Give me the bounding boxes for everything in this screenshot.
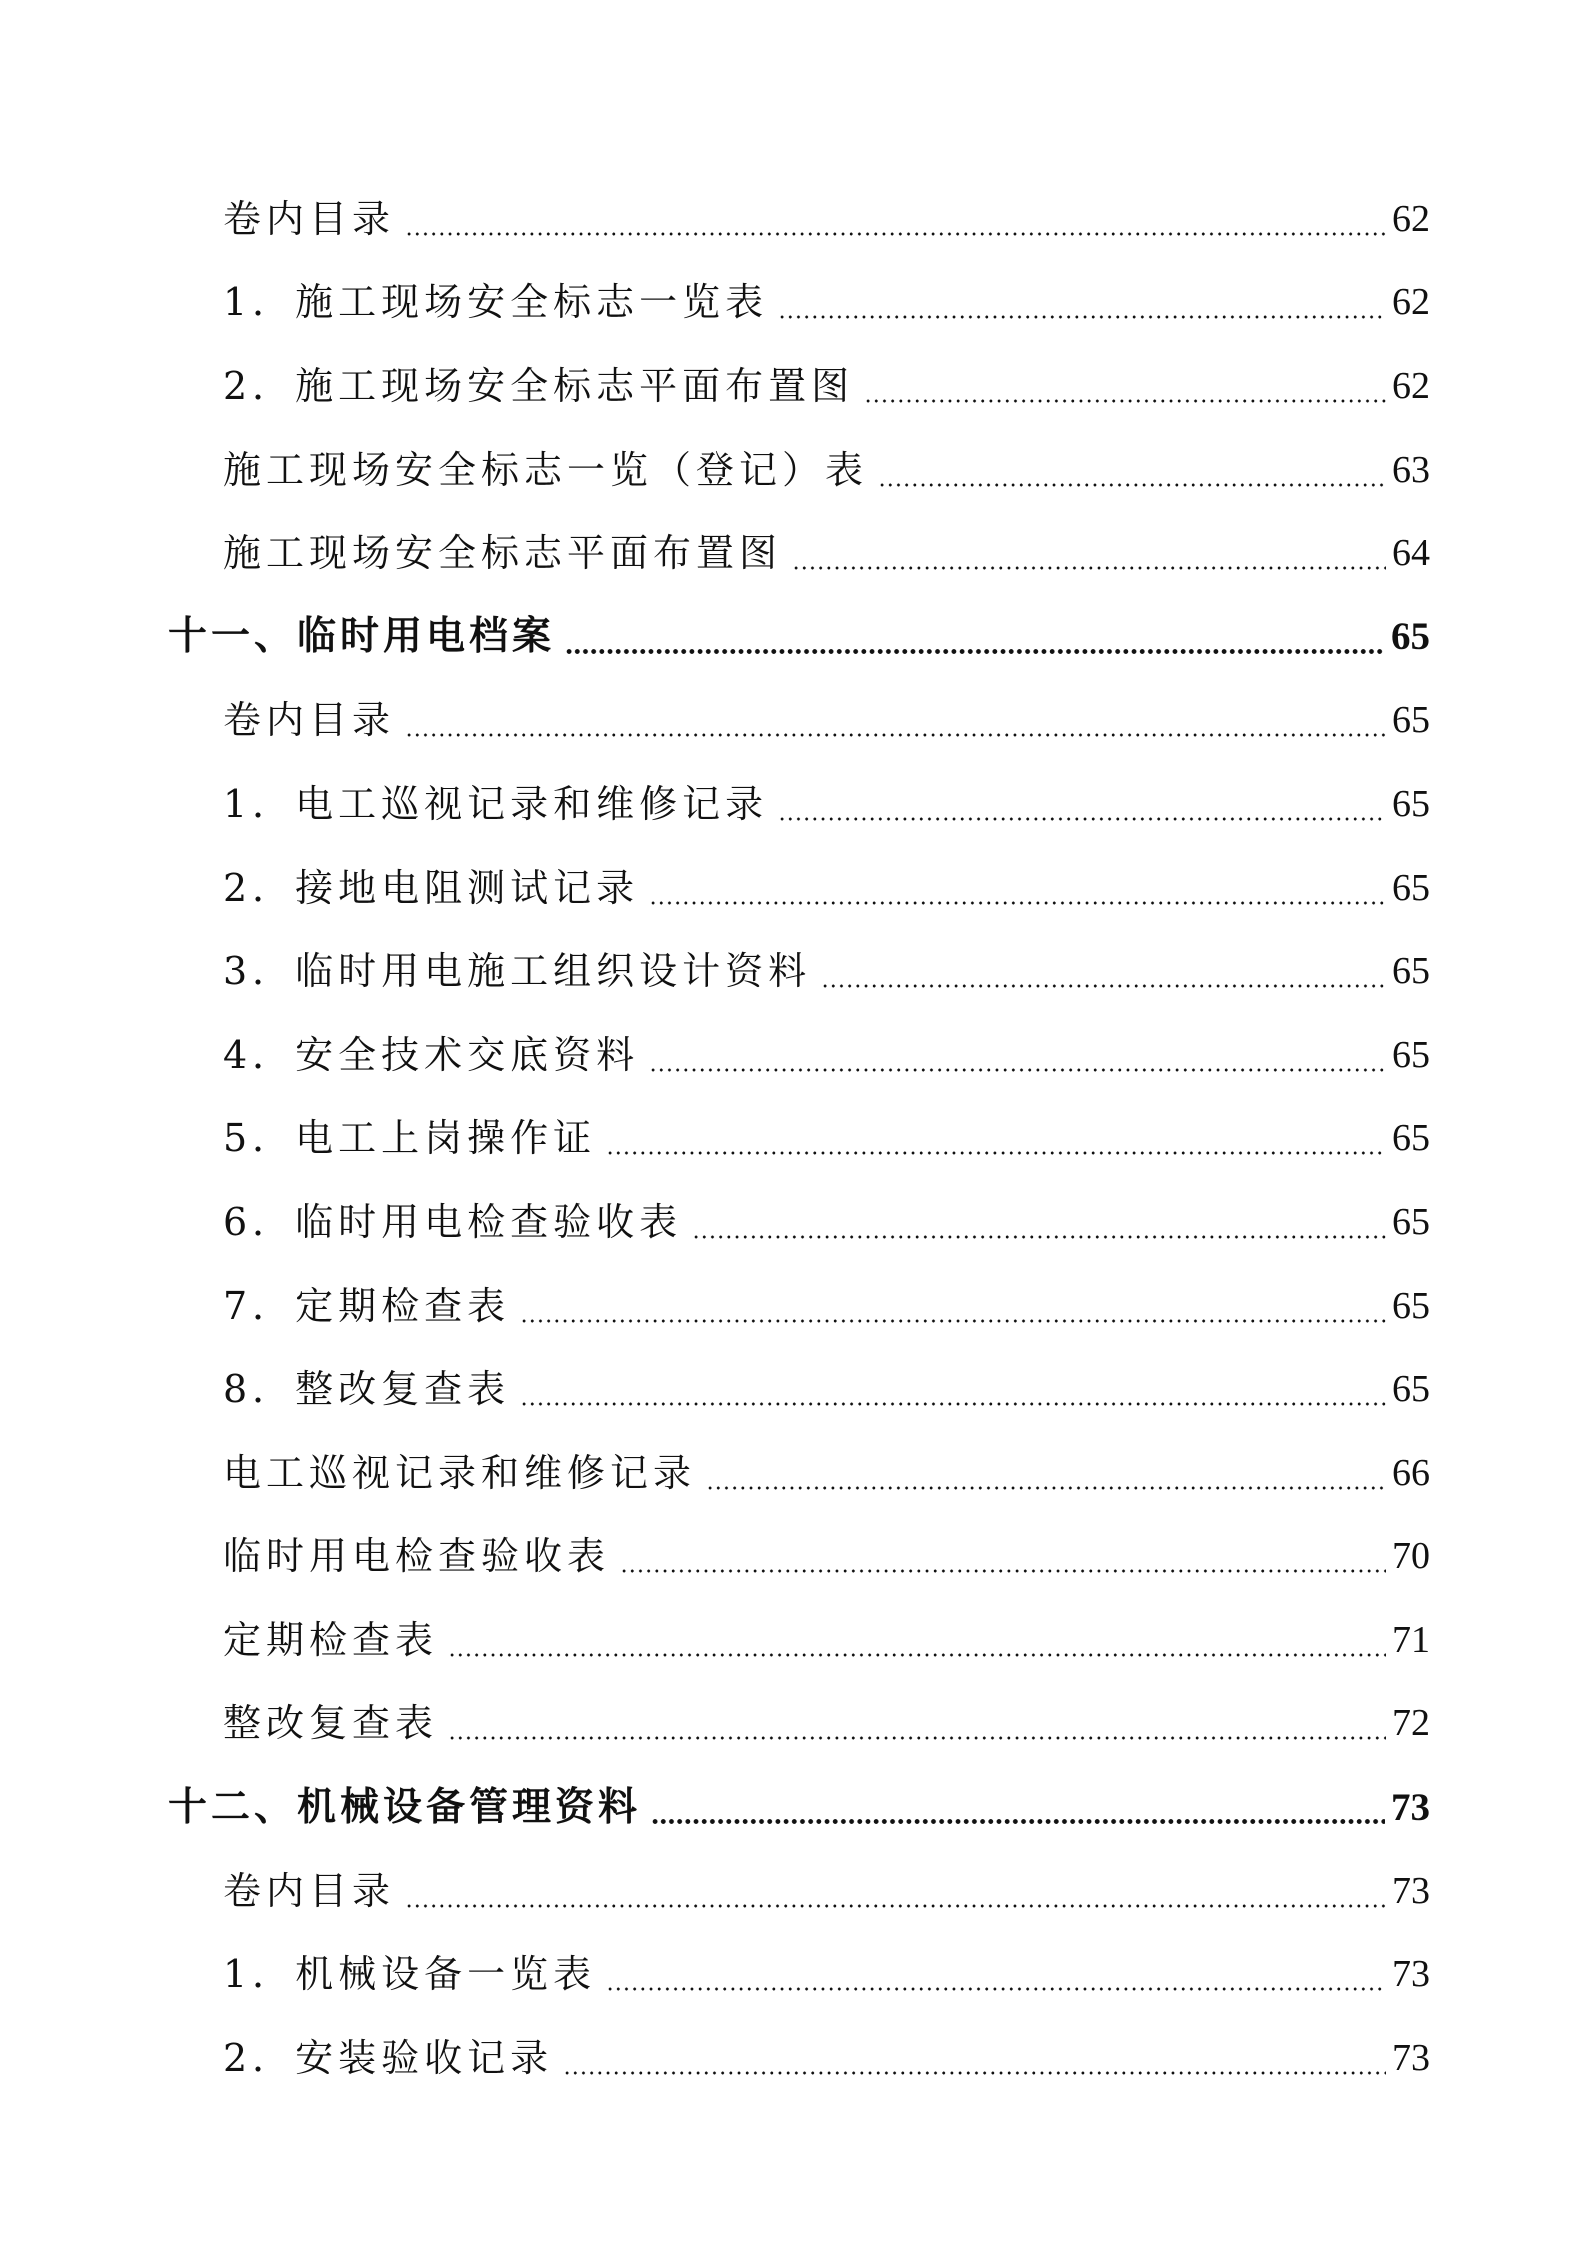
toc-dot-leader (792, 534, 1386, 572)
toc-section-page: 65 (1391, 615, 1430, 659)
toc-entry (0, 929, 1586, 1013)
toc-entry-page: 65 (1392, 782, 1430, 825)
toc-entry-title: 1．施工现场安全标志一览表 (223, 280, 769, 325)
toc-entry-title: 1．电工巡视记录和维修记录 (223, 781, 769, 826)
toc-entry-title: 电工巡视记录和维修记录 (223, 1450, 697, 1495)
toc-dot-leader (821, 952, 1386, 990)
toc-entry-title: 6．临时用电检查验收表 (223, 1199, 683, 1244)
toc-entry-title: 卷内目录 (223, 196, 396, 241)
toc-entry-page: 66 (1392, 1451, 1430, 1494)
toc-entry (0, 511, 1586, 595)
toc-dot-leader (405, 701, 1386, 739)
toc-dot-leader (878, 451, 1386, 489)
toc-dot-leader (405, 200, 1386, 238)
toc-dot-leader (706, 1454, 1386, 1492)
toc-entry-page: 65 (1392, 1284, 1430, 1327)
toc-entry (0, 261, 1586, 345)
toc-entry-title: 整改复查表 (223, 1701, 439, 1746)
toc-entry (0, 2016, 1586, 2100)
toc-entry-page: 64 (1392, 532, 1430, 575)
toc-entry (0, 1264, 1586, 1348)
toc-entry-title: 2．安装验收记录 (223, 2035, 554, 2080)
toc-entry-title: 卷内目录 (223, 698, 396, 743)
toc-entry-page: 72 (1392, 1702, 1430, 1745)
toc-section-page: 73 (1391, 1785, 1430, 1829)
toc-entry (0, 1598, 1586, 1682)
toc-entry (0, 846, 1586, 930)
toc-entry-title: 4．安全技术交底资料 (223, 1032, 640, 1077)
toc-entry-page: 65 (1392, 950, 1430, 993)
toc-entry-page: 63 (1392, 448, 1430, 491)
toc-entry-title: 定期检查表 (223, 1617, 439, 1662)
toc-dot-leader (563, 2039, 1386, 2077)
toc-entry (0, 344, 1586, 428)
toc-entry-page: 65 (1392, 1200, 1430, 1243)
toc-entry (0, 1431, 1586, 1515)
toc-dot-leader (448, 1704, 1386, 1742)
toc-entry-page: 73 (1392, 1953, 1430, 1996)
toc-entry-page: 70 (1392, 1535, 1430, 1578)
toc-entry-page: 62 (1392, 281, 1430, 324)
toc-dot-leader (864, 367, 1386, 405)
toc-entry-page: 73 (1392, 2036, 1430, 2079)
toc-dot-leader (606, 1119, 1386, 1157)
toc-entry (0, 1682, 1586, 1766)
toc-entry (0, 1515, 1586, 1599)
toc-entry-title: 施工现场安全标志平面布置图 (223, 531, 783, 576)
toc-dot-leader (606, 1955, 1386, 1993)
toc-entry (0, 679, 1586, 763)
toc-section-heading (0, 595, 1586, 679)
toc-dot-leader (649, 1036, 1386, 1074)
toc-dot-leader (692, 1203, 1386, 1241)
toc-entry (0, 1013, 1586, 1097)
toc-entry-title: 施工现场安全标志一览（登记）表 (223, 447, 869, 492)
toc-section-title: 十二、机械设备管理资料 (168, 1783, 642, 1830)
toc-entry-title: 5．电工上岗操作证 (223, 1116, 597, 1161)
toc-entry-title: 3．临时用电施工组织设计资料 (223, 949, 812, 994)
toc-dot-leader (649, 869, 1386, 907)
toc-entry-page: 71 (1392, 1618, 1430, 1661)
toc-entry (0, 177, 1586, 261)
toc-entry (0, 1180, 1586, 1264)
toc-entry-page: 65 (1392, 866, 1430, 909)
toc-entry-page: 65 (1392, 1033, 1430, 1076)
toc-dot-leader (520, 1370, 1386, 1408)
toc-entry-page: 65 (1392, 1368, 1430, 1411)
toc-section-title: 十一、临时用电档案 (168, 613, 556, 660)
toc-dot-leader (448, 1621, 1386, 1659)
toc-section-heading (0, 1765, 1586, 1849)
toc-dot-leader (778, 785, 1386, 823)
toc-entry-page: 62 (1392, 197, 1430, 240)
toc-entry-page: 62 (1392, 364, 1430, 407)
toc-entry-page: 65 (1392, 699, 1430, 742)
toc-entry (0, 428, 1586, 512)
table-of-contents (0, 177, 1586, 2100)
toc-dot-leader (778, 283, 1386, 321)
toc-entry-title: 卷内目录 (223, 1868, 396, 1913)
toc-entry-title: 1．机械设备一览表 (223, 1952, 597, 1997)
toc-dot-leader (405, 1872, 1386, 1910)
toc-entry-page: 73 (1392, 1869, 1430, 1912)
toc-entry-title: 8．整改复查表 (223, 1367, 511, 1412)
toc-entry (0, 1932, 1586, 2016)
toc-entry (0, 1849, 1586, 1933)
toc-dot-leader (651, 1788, 1385, 1826)
toc-dot-leader (565, 618, 1385, 656)
toc-entry (0, 1097, 1586, 1181)
toc-entry-title: 2．施工现场安全标志平面布置图 (223, 363, 855, 408)
toc-entry (0, 1347, 1586, 1431)
toc-entry-title: 7．定期检查表 (223, 1283, 511, 1328)
toc-entry (0, 762, 1586, 846)
toc-dot-leader (520, 1287, 1386, 1325)
toc-entry-title: 2．接地电阻测试记录 (223, 865, 640, 910)
toc-dot-leader (620, 1537, 1386, 1575)
toc-entry-page: 65 (1392, 1117, 1430, 1160)
toc-entry-title: 临时用电检查验收表 (223, 1534, 611, 1579)
